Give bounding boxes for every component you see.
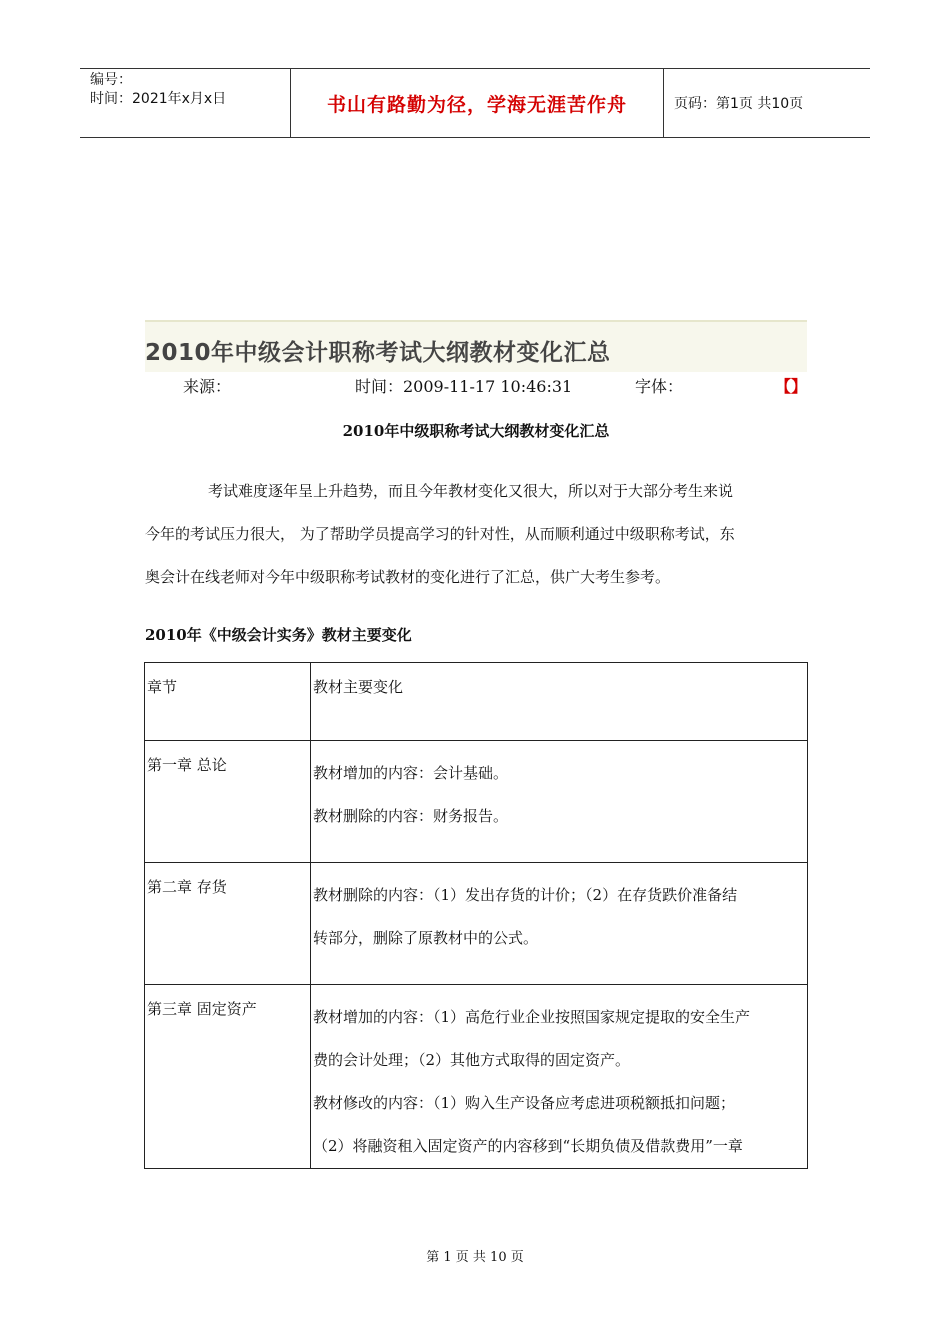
changes-cell — [311, 741, 808, 863]
changes-table — [144, 662, 808, 1169]
change-line: 费的会计处理；（2）其他方式取得的固定资产。 — [313, 1051, 631, 1069]
chapter-cell: 第三章 固定资产 — [145, 985, 311, 1169]
page-footer: 第 1 页 共 10 页 — [426, 1250, 524, 1265]
header-cell-chapter: 章节 — [145, 663, 311, 741]
page-header — [80, 68, 870, 138]
intro-line: 考试难度逐年呈上升趋势，而且今年教材变化又很大，所以对于大部分考生来说 — [208, 482, 734, 500]
publish-time: 时间：2009-11-17 10:46:31 — [355, 377, 573, 396]
table-header-row — [145, 663, 808, 741]
change-line: 教材删除的内容：财务报告。 — [313, 807, 509, 825]
article-title: 2010年中级会计职称考试大纲教材变化汇总 — [145, 340, 611, 366]
chapter-cell: 第一章 总论 — [145, 741, 311, 863]
change-line: 教材删除的内容：（1）发出存货的计价；（2）在存货跌价准备结 — [313, 886, 738, 904]
table-row — [145, 741, 808, 863]
chapter-cell: 第二章 存货 — [145, 863, 311, 985]
table-row — [145, 985, 808, 1169]
article-meta — [145, 374, 807, 400]
change-line: 转部分，删除了原教材中的公式。 — [313, 929, 539, 947]
change-line: 教材修改的内容：（1）购入生产设备应考虑进项税额抵扣问题； — [313, 1094, 736, 1112]
changes-cell — [311, 863, 808, 985]
intro-line: 奥会计在线老师对今年中级职称考试教材的变化进行了汇总，供广大考生参考。 — [145, 568, 671, 586]
font-label: 字体： — [635, 377, 684, 396]
table-row — [145, 863, 808, 985]
article-subtitle: 2010年中级职称考试大纲教材变化汇总 — [342, 422, 610, 440]
section-title: 2010年《中级会计实务》教材主要变化 — [145, 626, 412, 644]
header-info — [80, 69, 291, 137]
page-count: 页码：第1页 共10页 — [674, 96, 804, 112]
intro-line: 今年的考试压力很大， 为了帮助学员提高学习的针对性，从而顺利通过中级职称考试，东 — [145, 525, 735, 543]
changes-cell — [311, 985, 808, 1169]
header-cell-changes: 教材主要变化 — [311, 663, 808, 741]
change-line: 教材增加的内容：（1）高危行业企业按照国家规定提取的安全生产 — [313, 1008, 751, 1026]
article-title-band — [145, 320, 807, 372]
time-label: 时间：2021年x月x日 — [90, 91, 227, 107]
change-line: 教材增加的内容：会计基础。 — [313, 764, 509, 782]
intro-paragraph — [145, 470, 807, 599]
change-line: （2）将融资租入固定资产的内容移到“长期负债及借款费用”一章 — [313, 1137, 743, 1155]
number-label: 编号： — [90, 72, 132, 88]
font-size-toggle[interactable]: 【】 — [775, 377, 808, 396]
motto: 书山有路勤为径，学海无涯苦作舟 — [291, 69, 664, 137]
source-label: 来源： — [183, 377, 232, 396]
